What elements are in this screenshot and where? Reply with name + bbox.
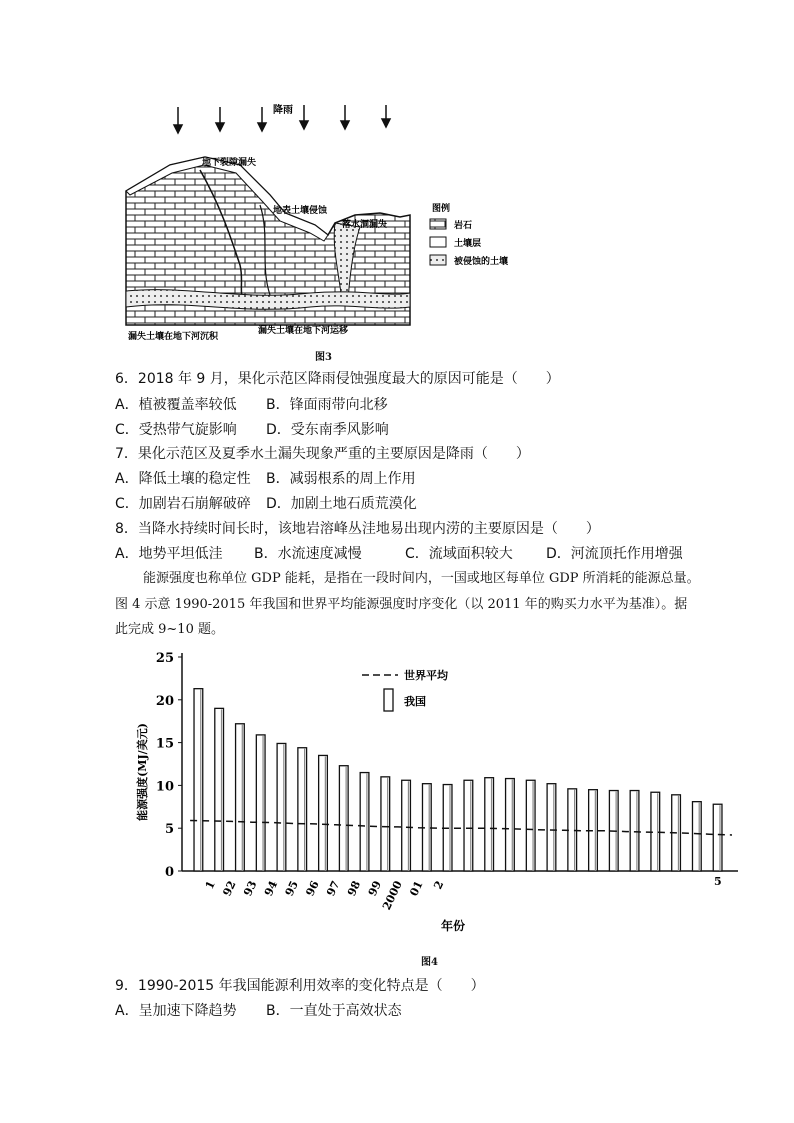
figure3-legend xyxy=(430,202,509,267)
figure3-caption: 图3 xyxy=(315,352,332,363)
legend-soil: 土壤层 xyxy=(454,239,482,249)
q6-option-d: D．受东南季风影响 xyxy=(266,422,389,438)
legend-world-label: 世界平均 xyxy=(404,669,448,682)
figure4-caption: 图4 xyxy=(421,957,438,968)
bar-china xyxy=(298,748,307,871)
x-tick-label: 96 xyxy=(303,878,322,899)
y-tick-label: 0 xyxy=(164,865,174,880)
y-tick-label: 25 xyxy=(155,651,174,666)
bar-china xyxy=(547,784,556,871)
q9-option-b: B．一直处于高效状态 xyxy=(266,1003,402,1019)
q7-option-b: B．减弱根系的周上作用 xyxy=(266,471,416,487)
legend-china-label: 我国 xyxy=(404,695,426,708)
q6-option-c: C．受热带气旋影响 xyxy=(115,422,237,438)
sinkhole-label: 落水洞漏失 xyxy=(342,220,388,230)
q8-option-c: C．流域面积较大 xyxy=(405,546,513,562)
x-tick-label: 98 xyxy=(345,878,364,899)
x-tick-label: 2000 xyxy=(380,878,405,913)
q6-option-b: B．锋面雨带向北移 xyxy=(266,397,388,413)
bar-china xyxy=(630,791,639,871)
figure4-chart xyxy=(120,645,750,945)
x-tick-label: 94 xyxy=(261,878,281,899)
y-axis-label: 能源强度(MJ/美元) xyxy=(136,723,149,821)
q8-option-a: A．地势平坦低洼 xyxy=(115,546,223,562)
x-tick-label: 2 xyxy=(431,878,447,892)
bar-china xyxy=(277,743,286,871)
bar-china xyxy=(506,779,515,871)
y-tick-label: 5 xyxy=(164,822,174,838)
rain-label: 降雨 xyxy=(273,105,293,116)
q6-option-a: A．植被覆盖率较低 xyxy=(115,397,237,413)
bar-china xyxy=(339,766,348,871)
legend-eroded-soil: 被侵蚀的土壤 xyxy=(454,257,509,267)
transport-label: 漏失土壤在地下河运移 xyxy=(258,326,349,336)
q7-option-c: C．加剧岩石崩解破碎 xyxy=(115,496,251,512)
legend-rock: 岩石 xyxy=(454,221,473,231)
bar-china xyxy=(464,780,473,871)
y-tick-label: 15 xyxy=(155,736,174,752)
x-tick-label: 97 xyxy=(324,878,343,899)
intro-line-2: 图 4 示意 1990-2015 年我国和世界平均能源强度时序变化（以 2011 年的购买力水平为基准）。据 xyxy=(115,597,688,612)
x-tick-label: 93 xyxy=(241,878,260,899)
bar-china xyxy=(236,724,245,871)
q7-option-d: D．加剧土地石质荒漠化 xyxy=(266,496,417,512)
question-7: 7．果化示范区及夏季水土漏失现象严重的主要原因是降雨（ ） xyxy=(115,446,530,462)
intro-line-3: 此完成 9~10 题。 xyxy=(115,622,224,637)
question-8: 8．当降水持续时间长时，该地岩溶峰丛洼地易出现内涝的主要原因是（ ） xyxy=(115,521,600,537)
y-tick-label: 20 xyxy=(155,693,174,709)
q8-option-d: D．河流顶托作用增强 xyxy=(546,546,683,562)
x-axis-label: 年份 xyxy=(440,919,466,933)
x-tick-label: 5 xyxy=(713,875,722,888)
x-tick-label: 01 xyxy=(407,878,426,899)
bar-china xyxy=(485,778,494,871)
bar-china xyxy=(360,773,369,871)
question-6: 6．2018 年 9 月，果化示范区降雨侵蚀强度最大的原因可能是（ ） xyxy=(115,371,560,387)
y-tick-label: 10 xyxy=(155,779,174,795)
bar-china xyxy=(402,780,411,871)
intro-line-1: 能源强度也称单位 GDP 能耗，是指在一段时间内，一国或地区每单位 GDP 所消耗的能源总量。 xyxy=(143,571,700,586)
bar-china xyxy=(194,689,203,871)
q9-option-a: A．呈加速下降趋势 xyxy=(115,1003,237,1019)
underground-fissure-label: 地下裂隙漏失 xyxy=(202,158,257,168)
bar-china xyxy=(215,708,224,871)
bar-china xyxy=(526,780,535,871)
bar-china xyxy=(692,802,701,871)
x-tick-label: 95 xyxy=(282,878,301,899)
surface-erosion-label: 地表土壤侵蚀 xyxy=(273,206,328,216)
legend-china-swatch xyxy=(384,689,393,711)
deposit-label: 漏失土壤在地下河沉积 xyxy=(128,332,219,342)
figure3-diagram xyxy=(110,95,540,345)
x-tick-label: 92 xyxy=(220,878,239,899)
question-9: 9．1990-2015 年我国能源利用效率的变化特点是（ ） xyxy=(115,978,485,994)
bar-china xyxy=(381,777,390,871)
bar-china xyxy=(319,755,328,871)
legend-title: 图例 xyxy=(432,204,451,214)
x-tick-label: 99 xyxy=(365,878,385,899)
q7-option-a: A．降低土壤的稳定性 xyxy=(115,471,251,487)
q8-option-b: B．水流速度减慢 xyxy=(254,546,362,562)
bar-china xyxy=(256,735,265,871)
bar-china xyxy=(713,804,722,871)
x-tick-label: 1 xyxy=(202,878,218,892)
